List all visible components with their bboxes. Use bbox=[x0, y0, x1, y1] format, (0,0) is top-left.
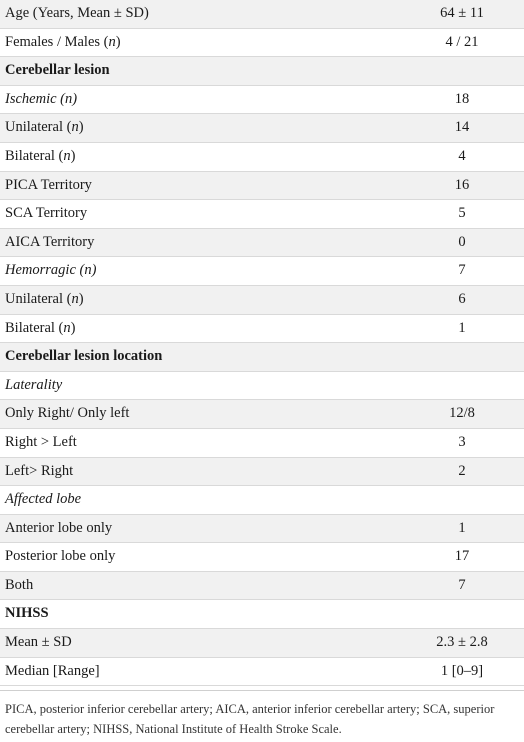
table-row bbox=[0, 315, 524, 344]
row-label: Unilateral (n) bbox=[5, 119, 84, 136]
table-row bbox=[0, 257, 524, 286]
table-row bbox=[0, 229, 524, 258]
table-row bbox=[0, 29, 524, 58]
row-label: Anterior lobe only bbox=[5, 519, 113, 536]
row-value: 2.3 ± 2.8 bbox=[436, 634, 488, 651]
row-value: 4 bbox=[458, 147, 466, 164]
row-label: Both bbox=[5, 576, 34, 593]
row-value: 0 bbox=[458, 233, 466, 250]
row-value: 7 bbox=[458, 576, 466, 593]
row-value: 12/8 bbox=[449, 405, 475, 422]
table-row bbox=[0, 458, 524, 487]
table-row bbox=[0, 0, 524, 29]
table-footnote: PICA, posterior inferior cerebellar artery; AICA, anterior inferior cerebellar artery; SCA, superior cerebellar artery; NIHSS, National Institute of Health Stroke Scale. bbox=[5, 702, 495, 736]
row-value: 1 [0–9] bbox=[440, 662, 484, 679]
row-label: Cerebellar lesion bbox=[5, 62, 110, 79]
row-value: 4 / 21 bbox=[445, 33, 479, 50]
table-row bbox=[0, 372, 524, 401]
table-row bbox=[0, 343, 524, 372]
table-row bbox=[0, 172, 524, 201]
row-label: PICA Territory bbox=[5, 176, 92, 193]
table-row bbox=[0, 400, 524, 429]
row-value: 16 bbox=[454, 176, 470, 193]
table-row bbox=[0, 486, 524, 515]
row-label: Cerebellar lesion location bbox=[5, 348, 163, 365]
table-row bbox=[0, 600, 524, 629]
table-row bbox=[0, 200, 524, 229]
table-row bbox=[0, 86, 524, 115]
row-value: 14 bbox=[454, 119, 470, 136]
table-row bbox=[0, 57, 524, 86]
table-row bbox=[0, 515, 524, 544]
row-label: Laterality bbox=[5, 376, 63, 393]
row-label: Females / Males (n) bbox=[5, 33, 121, 50]
table-row bbox=[0, 572, 524, 601]
row-label: Left> Right bbox=[5, 462, 74, 479]
table-row bbox=[0, 429, 524, 458]
row-value: 2 bbox=[458, 462, 466, 479]
row-label: SCA Territory bbox=[5, 205, 88, 222]
row-label: Bilateral (n) bbox=[5, 147, 76, 164]
table-row bbox=[0, 114, 524, 143]
table-row bbox=[0, 543, 524, 572]
row-label: Right > Left bbox=[5, 433, 77, 450]
row-label: Mean ± SD bbox=[5, 634, 72, 651]
row-value: 1 bbox=[458, 319, 466, 336]
row-label: Unilateral (n) bbox=[5, 290, 84, 307]
row-label: Age (Years, Mean ± SD) bbox=[5, 5, 149, 21]
row-label: NIHSS bbox=[5, 605, 49, 622]
row-label: AICA Territory bbox=[5, 233, 95, 250]
row-label: Affected lobe bbox=[5, 491, 82, 508]
row-label: Bilateral (n) bbox=[5, 319, 76, 336]
row-label: Median [Range] bbox=[5, 662, 100, 679]
table-row bbox=[0, 658, 524, 687]
row-value: 7 bbox=[458, 262, 466, 279]
row-label: Posterior lobe only bbox=[5, 548, 116, 565]
row-value: 1 bbox=[458, 519, 466, 536]
table-row bbox=[0, 143, 524, 172]
table-row bbox=[0, 629, 524, 658]
row-value: 6 bbox=[458, 290, 466, 307]
row-value: 17 bbox=[454, 548, 470, 565]
row-value: 5 bbox=[458, 205, 466, 222]
footnote-divider bbox=[0, 690, 524, 691]
row-value: 64 ± 11 bbox=[440, 5, 484, 21]
row-label: Ischemic (n) bbox=[5, 90, 78, 107]
row-value: 18 bbox=[454, 90, 470, 107]
row-label: Hemorragic (n) bbox=[5, 262, 97, 279]
row-label: Only Right/ Only left bbox=[5, 405, 130, 422]
row-value: 3 bbox=[458, 433, 466, 450]
table-row bbox=[0, 286, 524, 315]
